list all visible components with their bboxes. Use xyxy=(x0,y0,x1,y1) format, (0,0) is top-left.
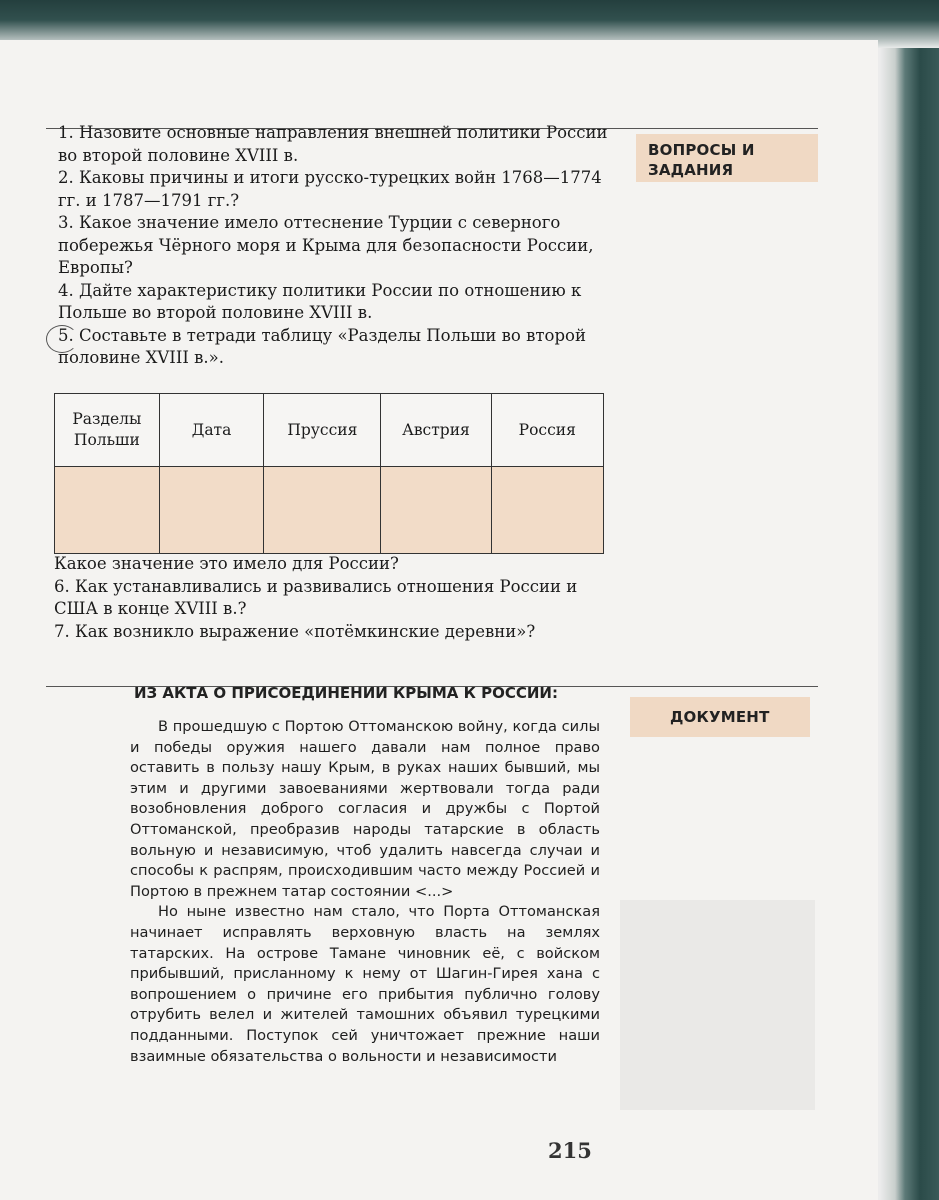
table-empty-cell xyxy=(55,467,160,554)
question-6: 6. Как устанавливались и развивались отношения России и США в конце XVIII в.? xyxy=(54,576,578,618)
poland-partitions-table xyxy=(54,393,604,554)
table-header-cell: Дата xyxy=(159,394,264,467)
table-empty-cell xyxy=(381,467,491,554)
document-paragraph-1: В прошедшую с Портою Оттоманскою войну, когда силы и победы оружия нашего давали нам полное право оставить в пользу нашу Крым, в руках наших бывший, мы этим и другими завоеваниями жертвовали тогда ради возобновления доброго согласия и дружбы с Портой Оттоманской, преобразив народы татарские в область вольную и независимую, чтоб удалить навсегда случаи и способы к распрям, происходившим часто между Россией и Портою в прежнем татар состоянии <...> xyxy=(130,718,600,900)
document-label-text: ДОКУМЕНТ xyxy=(670,708,770,726)
questions-section-label xyxy=(636,134,818,182)
document-text xyxy=(130,717,600,1067)
question-4: 4. Дайте характеристику политики России по отношению к Польше во второй половине XVIII в. xyxy=(58,280,582,322)
table-header-cell: Пруссия xyxy=(264,394,381,467)
document-section-label xyxy=(630,697,810,737)
question-5-continued: Какое значение это имело для России? xyxy=(54,554,399,573)
question-3: 3. Какое значение имело оттеснение Турции с северного побережья Чёрного моря и Крыма для безопасности России, Европы? xyxy=(58,213,594,277)
table-header-row xyxy=(55,394,604,467)
questions-continued xyxy=(54,553,614,643)
question-1: 1. Назовите основные направления внешней политики России во второй половине XVIII в. xyxy=(58,123,608,165)
table-empty-cell xyxy=(491,467,603,554)
table-header-cell: Разделы Польши xyxy=(55,394,160,467)
question-7: 7. Как возникло выражение «потёмкинские деревни»? xyxy=(54,621,536,641)
questions-label-text: ВОПРОСЫ И ЗАДАНИЯ xyxy=(648,141,755,179)
handwritten-circle-mark xyxy=(46,325,78,353)
question-5: 5. Составьте в тетради таблицу «Разделы Польши во второй половине XVIII в.». xyxy=(58,325,586,367)
question-2: 2. Каковы причины и итоги русско-турецких войн 1768—1774 гг. и 1787—1791 гг.? xyxy=(58,168,602,210)
table-header-cell: Россия xyxy=(491,394,603,467)
table-empty-cell xyxy=(159,467,264,554)
table-row xyxy=(55,467,604,554)
document-heading: ИЗ АКТА О ПРИСОЕДИНЕНИИ КРЫМА К РОССИИ: xyxy=(134,684,558,702)
show-through-image xyxy=(620,900,815,1110)
table-header-cell: Австрия xyxy=(381,394,491,467)
questions-list xyxy=(58,122,618,370)
document-paragraph-2: Но ныне известно нам стало, что Порта Оттоманская начинает исправлять верховную власть на землях татарских. На острове Тамане чиновник её, с войском прибывший, присланному к нему от Шагин-Гирея хана с вопрошением о причине его прибытия публично голову отрубить велел и жителей тамошних объявил турецкими подданными. Поступок сей уничтожает прежние наши взаимные обязательства о вольности и независимости xyxy=(130,903,600,1065)
table-empty-cell xyxy=(264,467,381,554)
page-number: 215 xyxy=(548,1138,592,1163)
